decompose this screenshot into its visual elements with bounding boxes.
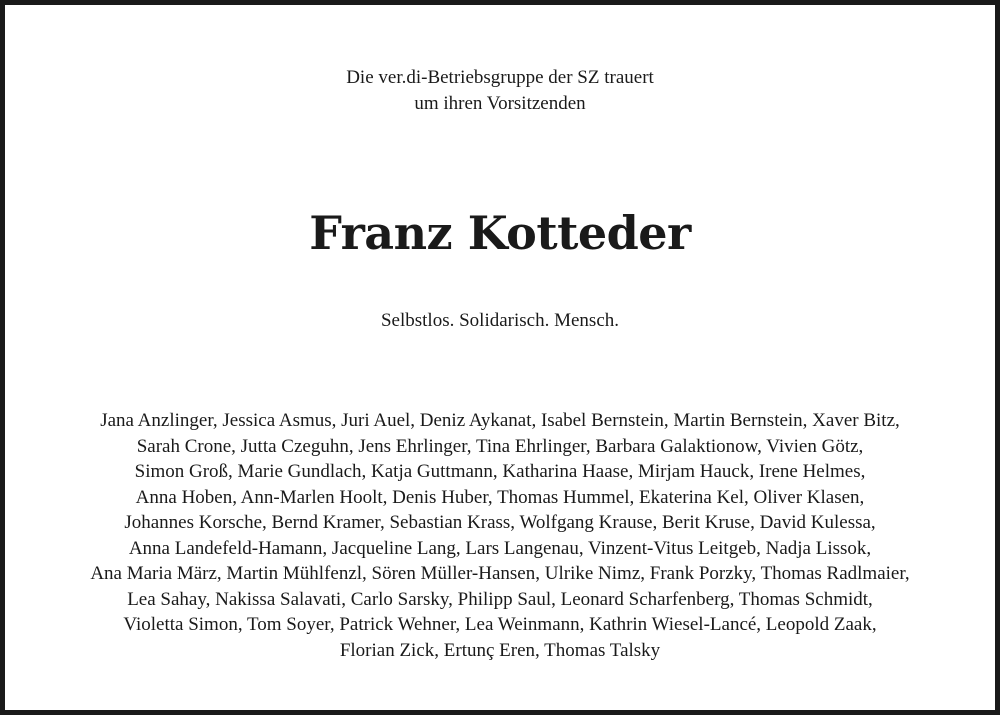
signatory-line: Violetta Simon, Tom Soyer, Patrick Wehner, Lea Weinmann, Kathrin Wiesel-Lancé, Leopold Zaak,	[123, 614, 877, 635]
signatory-line: Ana Maria März, Martin Mühlfenzl, Sören Müller-Hansen, Ulrike Nimz, Frank Porzky, Thomas Radlmaier,	[90, 563, 910, 584]
signatory-line: Anna Landefeld-Hamann, Jacqueline Lang, Lars Langenau, Vinzent-Vitus Leitgeb, Nadja Lissok,	[128, 537, 872, 559]
signatory-line: Jana Anzlinger, Jessica Asmus, Juri Auel, Deniz Aykanat, Isabel Bernstein, Martin Bernstein, Xaver Bitz,	[100, 410, 900, 431]
intro-line-1: Die ver.di-Betriebsgruppe der SZ trauert	[346, 67, 654, 88]
signatory-line: Sarah Crone, Jutta Czeguhn, Jens Ehrlinger, Tina Ehrlinger, Barbara Galaktionow, Vivien Götz,	[136, 435, 864, 457]
intro-line-2: um ihren Vorsitzenden	[414, 93, 586, 114]
signatory-line: Lea Sahay, Nakissa Salavati, Carlo Sarsky, Philipp Saul, Leonard Scharfenberg, Thomas Schmidt,	[127, 588, 873, 610]
signatory-line: Simon Groß, Marie Gundlach, Katja Guttmann, Katharina Haase, Mirjam Hauck, Irene Helmes,	[134, 461, 866, 482]
deceased-name: Franz Kotteder	[309, 206, 691, 260]
motto: Selbstlos. Solidarisch. Mensch.	[380, 310, 620, 331]
intro-text	[5, 65, 995, 117]
signatory-line: Florian Zick, Ertunç Eren, Thomas Talsky	[339, 639, 661, 661]
signatory-list	[25, 408, 975, 663]
signatory-line: Anna Hoben, Ann-Marlen Hoolt, Denis Huber, Thomas Hummel, Ekaterina Kel, Oliver Klasen,	[135, 486, 865, 508]
signatory-line: Johannes Korsche, Bernd Kramer, Sebastian Krass, Wolfgang Krause, Berit Kruse, David Kulessa,	[124, 512, 876, 533]
